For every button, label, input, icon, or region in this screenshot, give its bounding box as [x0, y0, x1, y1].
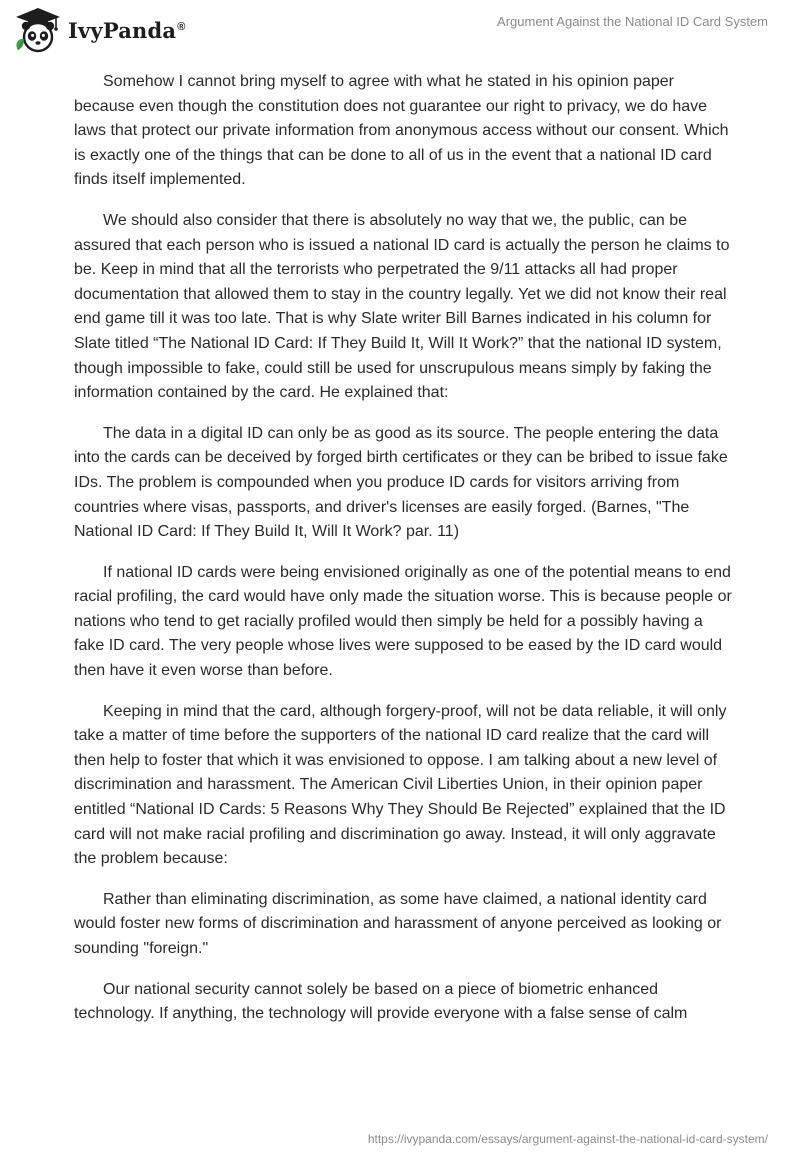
document-title: Argument Against the National ID Card System: [497, 14, 768, 29]
paragraph: If national ID cards were being envisioned originally as one of the potential means to end racial profiling, the card would have only made the situation worse. This is because people or nations who tend to get racially profiled would then simply be held for a possibly having a fake ID card. The very people whose lives were supposed to be eased by the ID card would then have it even worse than before.: [74, 563, 732, 680]
paragraph: Our national security cannot solely be based on a piece of biometric enhanced technology. If anything, the technology will provide everyone with a false sense of calm: [74, 980, 688, 1023]
brand-name: IvyPanda®: [68, 17, 186, 43]
paragraph: We should also consider that there is absolutely no way that we, the public, can be assured that each person who is issued a national ID card is actually the person he claims to be. Keep in mind that all the terrorists who perpetrated the 9/11 attacks all had proper documentation that allowed them to stay in the country legally. Yet we did not know their real end game till it was too late. That is why Slate writer Bill Barnes indicated in his column for Slate titled “The National ID Card: If They Build It, Will It Work?” that the national ID system, though impossible to fake, could still be used for unscrupulous means simply by faking the information contained by the card. He explained that:: [74, 211, 730, 402]
block-quote-paragraph: Rather than eliminating discrimination, as some have claimed, a national identity card would foster new forms of discrimination and harassment of anyone perceived as looking or sounding "foreign.": [74, 890, 722, 957]
registered-mark: ®: [177, 20, 186, 33]
paragraph: Somehow I cannot bring myself to agree with what he stated in his opinion paper because even though the constitution does not guarantee our right to privacy, we do have laws that protect our private information from anonymous access without our consent. Which is exactly one of the things that can be done to all of us in the event that a national ID card finds itself implemented.: [74, 73, 729, 189]
page-header: [0, 0, 800, 60]
source-url[interactable]: https://ivypanda.com/essays/argument-against-the-national-id-card-system/: [367, 1132, 768, 1146]
block-quote-paragraph: The data in a digital ID can only be as good as its source. The people entering the data into the cards can be deceived by forged birth certificates or they can be bribed to issue fake IDs. The problem is compounded when you produce ID cards for visitors arriving from countries where visas, passports, and driver's licenses are easily forged. (Barnes, "The National ID Card: If They Build It, Will It Work? par. 11): [74, 424, 728, 541]
essay-body: [74, 70, 734, 1043]
paragraph: Keeping in mind that the card, although forgery-proof, will not be data reliable, it will only take a matter of time before the supporters of the national ID card realize that the card will then help to foster that which it was envisioned to oppose. I am talking about a new level of discrimination and harassment. The American Civil Liberties Union, in their opinion paper entitled “National ID Cards: 5 Reasons Why They Should Be Rejected” explained that the ID card will not make racial profiling and discrimination go away. Instead, it will only aggravate the problem because:: [74, 702, 727, 868]
panda-graduate-icon: [12, 6, 64, 54]
ivypanda-logo[interactable]: [12, 6, 212, 54]
